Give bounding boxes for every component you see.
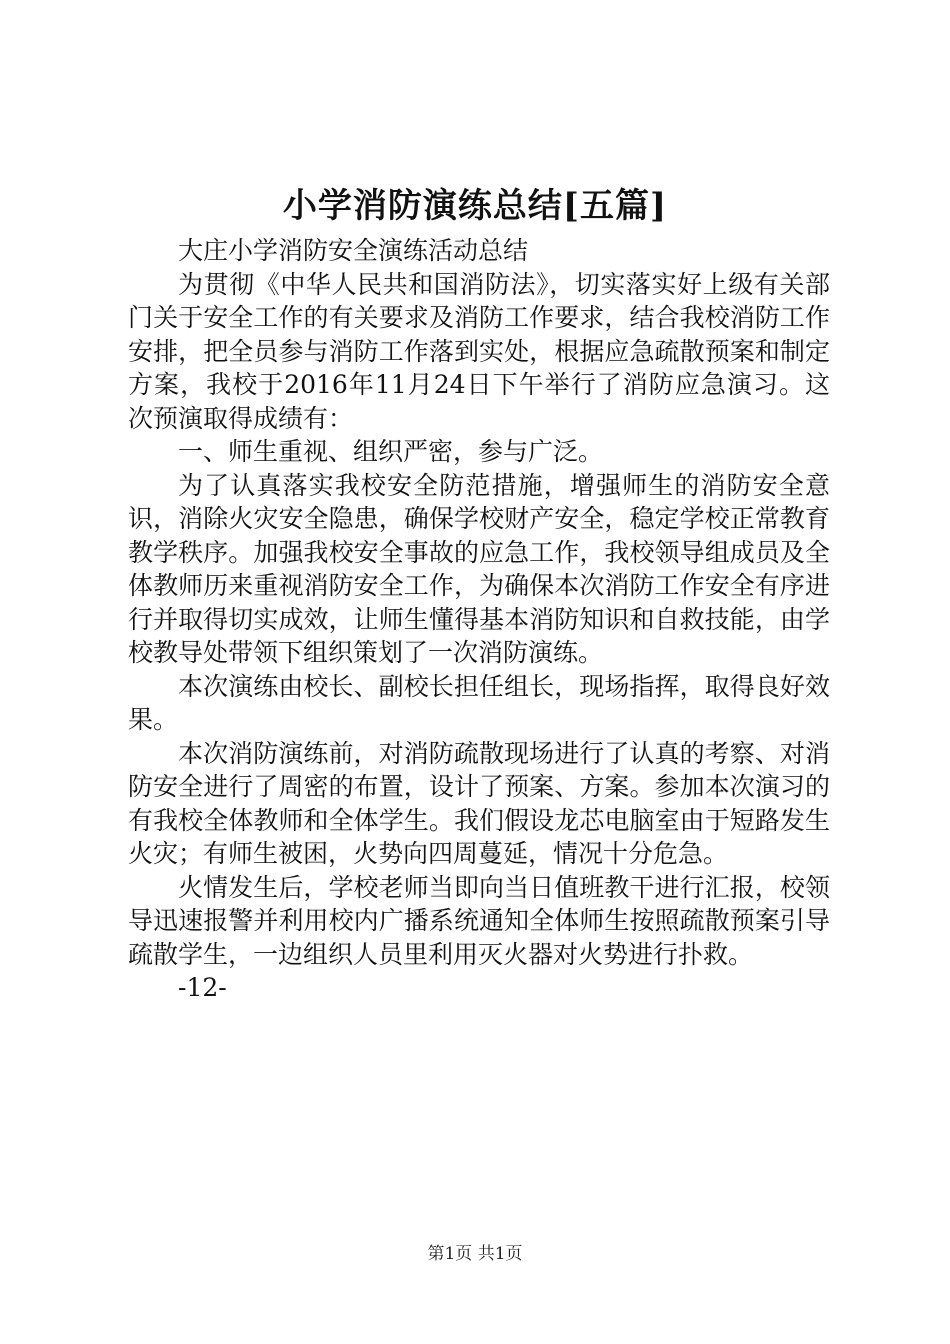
page-footer: 第1页 共1页: [427, 1244, 523, 1264]
document-title: 小学消防演练总结[五篇]: [282, 186, 668, 226]
paragraph-preparation: 本次消防演练前，对消防疏散现场进行了认真的考察、对消防安全进行了周密的布置，设计了预案、方案。参加本次演习的有我校全体教师和全体学生。我们假设龙芯电脑室由于短路发生火灾；有师生被困，火势向四周蔓延，情况十分危急。: [128, 738, 830, 868]
paragraph-measures: 为了认真落实我校安全防范措施，增强师生的消防安全意识，消除火灾安全隐患，确保学校财产安全，稳定学校正常教育教学秩序。加强我校安全事故的应急工作，我校领导组成员及全体教师历来重视消防安全工作，为确保本次消防工作安全有序进行并取得切实成效，让师生懂得基本消防知识和自救技能，由学校教导处带领下组织策划了一次消防演练。: [128, 470, 830, 667]
paragraph-leadership: 本次演练由校长、副校长担任组长，现场指挥，取得良好效果。: [128, 671, 830, 734]
paragraph-subtitle: 大庄小学消防安全演练活动总结: [178, 236, 529, 265]
paragraph-response: 火情发生后，学校老师当即向当日值班教干进行汇报，校领导迅速报警并利用校内广播系统通知全体师生按照疏散预案引导疏散学生，一边组织人员里利用灭火器对火势进行扑救。: [128, 872, 830, 969]
document-body: [128, 234, 830, 1005]
paragraph-intro: 为贯彻《中华人民共和国消防法》，切实落实好上级有关部门关于安全工作的有关要求及消防工作要求，结合我校消防工作安排，把全员参与消防工作落到实处，根据应急疏散预案和制定方案，我校于2016年11月24日下午举行了消防应急演习。这次预演取得成绩有：: [128, 269, 830, 433]
paragraph-heading-one: 一、师生重视、组织严密，参与广泛。: [178, 437, 604, 466]
paragraph-page-marker: -12-: [178, 973, 227, 1002]
